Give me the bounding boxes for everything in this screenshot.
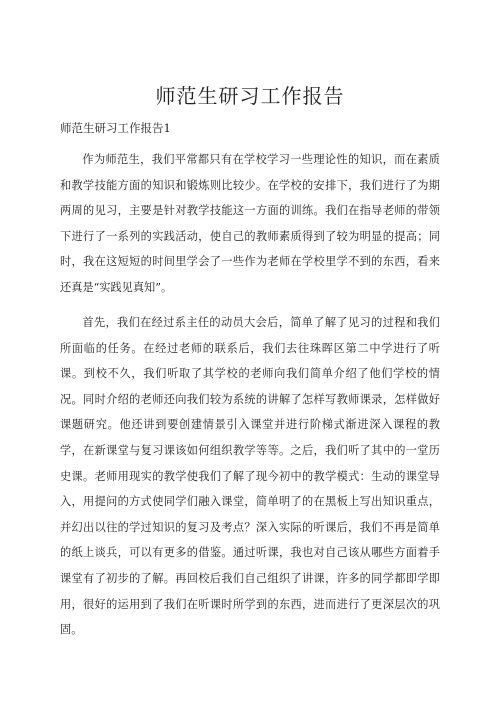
document-subtitle: 师范生研习工作报告1 (60, 121, 171, 135)
paragraph-2: 首先，我们在经过系主任的动员大会后，简单了解了见习的过程和我们所面临的任务。在经过老师的联系后，我们去往珠晖区第二中学进行了听课。到校不久，我们听取了其学校的老师向我们简单介绍了他们学校的情况。同时介绍的老师还向我们较为系统的讲解了怎样写教师课录，怎样做好课题研究。他还讲到要创建情景引入课堂并进行阶梯式渐进深入课程的教学，在新课堂与复习课该如何组织教学等等。之后，我们听了其中的一堂历史课。老师用现实的教学使我们了解了现今初中的教学模式：生动的课堂导入，用提问的方式使同学们融入课堂，简单明了的在黑板上写出知识重点，并幻出以往的学过知识的复习及考点？深入实际的听课后，我们不再是简单的纸上谈兵，可以有更多的借鉴。通过听课，我也对自己该从哪些方面着手课堂有了初步的了解。再回校后我们自己组织了讲课，许多的同学都即学即用，很好的运用到了我们在听课时所学到的东西，进而进行了更深层次的巩固。 (60, 316, 440, 637)
paragraph-1: 作为师范生，我们平常都只有在学校学习一些理论性的知识，而在素质和教学技能方面的知识和锻炼则比较少。在学校的安排下，我们进行了为期两周的见习，主要是针对教学技能这一方面的训练。我们在指导老师的带领下进行了一系列的实践活动，使自己的教师素质得到了较为明显的提高；同时，我在这短短的时间里学会了一些作为老师在学校里学不到的东西，看来还真是“实践见真知”。 (60, 153, 440, 294)
document-title: 师范生研习工作报告 (155, 84, 345, 108)
